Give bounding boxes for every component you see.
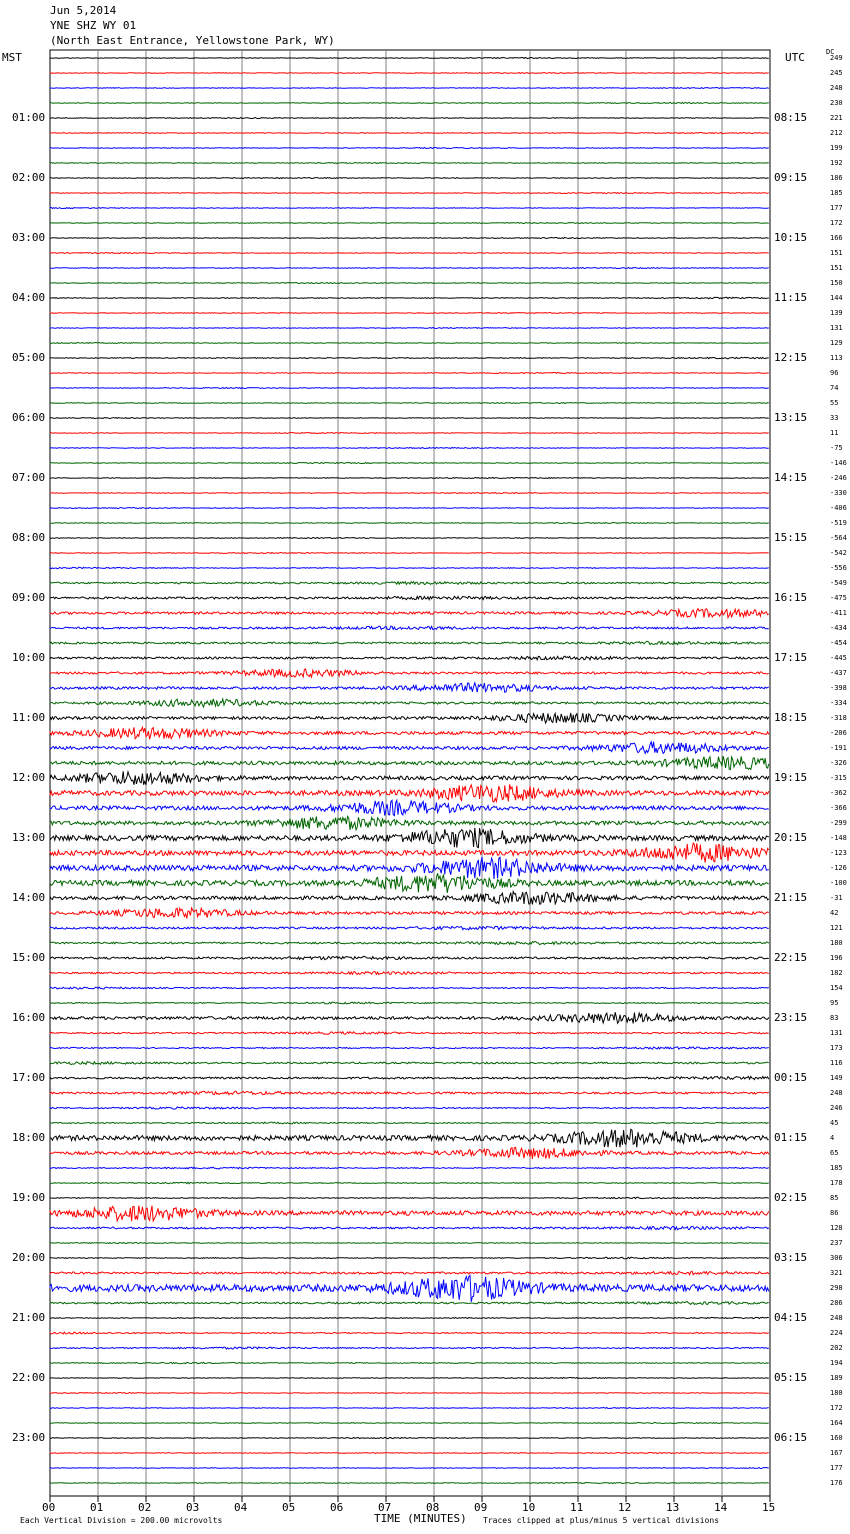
trace-row — [50, 223, 769, 224]
utc-hour-label: 21:15 — [774, 891, 808, 904]
x-tick-label: 13 — [666, 1501, 680, 1514]
trace-row — [50, 1147, 769, 1159]
dc-offset-label: 55 — [830, 399, 839, 407]
trace-row — [50, 372, 769, 373]
trace-row — [50, 1362, 769, 1363]
utc-hour-label: 09:15 — [774, 171, 808, 184]
mst-hour-label: 23:00 — [12, 1431, 46, 1444]
utc-hour-label: 11:15 — [774, 291, 808, 304]
dc-offset-label: 237 — [830, 1239, 843, 1247]
dc-offset-label: 121 — [830, 924, 843, 932]
trace-row — [50, 538, 769, 539]
dc-offset-label: 149 — [830, 1074, 843, 1082]
utc-hour-label: 15:15 — [774, 531, 808, 544]
trace-row — [50, 1062, 769, 1065]
trace-row — [50, 148, 769, 149]
mst-hour-label: 03:00 — [12, 231, 46, 244]
trace-row — [50, 418, 769, 419]
trace-row — [50, 447, 769, 448]
trace-row — [50, 1091, 769, 1094]
trace-row — [50, 1275, 769, 1301]
dc-offset-label: -454 — [830, 639, 847, 647]
trace-row — [50, 1302, 769, 1305]
dc-offset-label: -75 — [830, 444, 843, 452]
dc-offset-label: 65 — [830, 1149, 839, 1157]
trace-row — [50, 207, 769, 208]
trace-row — [50, 626, 769, 629]
trace-row — [50, 1012, 769, 1023]
dc-offset-label: -315 — [830, 774, 847, 782]
dc-offset-label: 95 — [830, 999, 839, 1007]
trace-row — [50, 1182, 769, 1184]
dc-offset-label: 248 — [830, 1314, 843, 1322]
mst-hour-label: 12:00 — [12, 771, 46, 784]
dc-offset-label: 42 — [830, 909, 839, 917]
trace-row — [50, 669, 769, 677]
dc-offset-label: 248 — [830, 1089, 843, 1097]
trace-row — [50, 1317, 769, 1319]
trace-row — [50, 73, 769, 74]
dc-offset-label: -445 — [830, 654, 847, 662]
dc-offset-label: 185 — [830, 1164, 843, 1172]
trace-row — [50, 1437, 769, 1438]
trace-row — [50, 237, 769, 238]
mst-hour-label: 07:00 — [12, 471, 46, 484]
dc-offset-label: -326 — [830, 759, 847, 767]
header-location: (North East Entrance, Yellowstone Park, WY) — [50, 34, 335, 47]
trace-row — [50, 357, 769, 359]
trace-row — [50, 956, 769, 959]
trace-row — [50, 1129, 769, 1147]
trace-row — [50, 1332, 769, 1334]
dc-offset-label: 186 — [830, 174, 843, 182]
trace-row — [50, 1347, 769, 1349]
dc-offset-label: -542 — [830, 549, 847, 557]
x-tick-label: 03 — [186, 1501, 200, 1514]
trace-row — [50, 1453, 769, 1454]
dc-offset-label: 286 — [830, 1299, 843, 1307]
dc-offset-label: 185 — [830, 189, 843, 197]
trace-row — [50, 857, 769, 879]
dc-offset-label: -100 — [830, 879, 847, 887]
dc-offset-label: -318 — [830, 714, 847, 722]
trace-row — [50, 727, 769, 739]
dc-offset-label: 74 — [830, 384, 839, 392]
trace-row — [50, 1257, 769, 1258]
trace-row — [50, 784, 769, 802]
x-tick-label: 05 — [282, 1501, 296, 1514]
dc-offset-label: 172 — [830, 219, 843, 227]
dc-offset-label: -246 — [830, 474, 847, 482]
utc-hour-label: 10:15 — [774, 231, 808, 244]
trace-row — [50, 523, 769, 524]
x-tick-label: 14 — [714, 1501, 728, 1514]
trace-row — [50, 477, 769, 478]
trace-row — [50, 1122, 769, 1124]
dc-offset-label: 321 — [830, 1269, 843, 1277]
dc-offset-label: 33 — [830, 414, 839, 422]
x-tick-label: 11 — [570, 1501, 584, 1514]
trace-group — [50, 58, 769, 1484]
trace-row — [50, 1468, 769, 1469]
mst-hour-label: 10:00 — [12, 651, 46, 664]
dc-offset-label: 194 — [830, 1359, 843, 1367]
dc-offset-label: -123 — [830, 849, 847, 857]
mst-hour-label: 20:00 — [12, 1251, 46, 1264]
utc-hour-label: 19:15 — [774, 771, 808, 784]
dc-offset-label: 180 — [830, 1389, 843, 1397]
trace-row — [50, 828, 769, 848]
x-tick-label: 15 — [762, 1501, 776, 1514]
dc-offset-label: 166 — [830, 234, 843, 242]
dc-offset-label: 189 — [830, 1374, 843, 1382]
trace-row — [50, 1206, 769, 1222]
dc-offset-label: 45 — [830, 1119, 839, 1127]
dc-offset-label: 173 — [830, 1044, 843, 1052]
trace-row — [50, 1393, 769, 1394]
dc-offset-label: -556 — [830, 564, 847, 572]
x-tick-label: 06 — [330, 1501, 344, 1514]
mst-hour-label: 11:00 — [12, 711, 46, 724]
trace-row — [50, 552, 769, 553]
dc-offset-label: 196 — [830, 954, 843, 962]
trace-row — [50, 641, 769, 644]
header-date: Jun 5,2014 — [50, 4, 117, 17]
utc-hour-label: 16:15 — [774, 591, 808, 604]
dc-offset-label: 192 — [830, 159, 843, 167]
mst-hour-label: 17:00 — [12, 1071, 46, 1084]
dc-offset-label: -299 — [830, 819, 847, 827]
dc-offset-label: -191 — [830, 744, 847, 752]
trace-row — [50, 463, 769, 464]
dc-offset-label: 86 — [830, 1209, 839, 1217]
dc-offset-label: -437 — [830, 669, 847, 677]
dc-offset-label: 212 — [830, 129, 843, 137]
trace-row — [50, 1378, 769, 1379]
dc-offset-label: 202 — [830, 1344, 843, 1352]
dc-offset-label: 180 — [830, 939, 843, 947]
trace-row — [50, 1271, 769, 1275]
trace-row — [50, 1423, 769, 1424]
utc-hour-label: 13:15 — [774, 411, 808, 424]
dc-offset-label: 160 — [830, 1434, 843, 1442]
dc-title: DC — [826, 48, 835, 56]
dc-offset-label: -362 — [830, 789, 847, 797]
dc-offset-label: -334 — [830, 699, 847, 707]
dc-offset-label: 164 — [830, 1419, 843, 1427]
trace-row — [50, 1483, 769, 1484]
dc-offset-label: 116 — [830, 1059, 843, 1067]
mst-hour-label: 16:00 — [12, 1011, 46, 1024]
mst-hour-label: 09:00 — [12, 591, 46, 604]
trace-row — [50, 1167, 769, 1169]
mst-hour-label: 18:00 — [12, 1131, 46, 1144]
mst-hour-label: 06:00 — [12, 411, 46, 424]
dc-offset-label: 199 — [830, 144, 843, 152]
trace-row — [50, 699, 769, 707]
trace-row — [50, 58, 769, 59]
dc-offset-label: 245 — [830, 69, 843, 77]
mst-hour-label: 02:00 — [12, 171, 46, 184]
dc-offset-label: 96 — [830, 369, 839, 377]
trace-row — [50, 252, 769, 253]
dc-offset-label: 248 — [830, 84, 843, 92]
dc-offset-label: 129 — [830, 339, 843, 347]
dc-offset-label: -475 — [830, 594, 847, 602]
trace-row — [50, 742, 769, 754]
trace-row — [50, 816, 769, 830]
clip-note: Traces clipped at plus/minus 5 vertical divisions — [483, 1516, 720, 1525]
x-tick-label: 04 — [234, 1501, 248, 1514]
trace-row — [50, 1047, 769, 1049]
mst-hour-label: 08:00 — [12, 531, 46, 544]
trace-row — [50, 313, 769, 314]
dc-offset-label: -411 — [830, 609, 847, 617]
dc-offset-label: 151 — [830, 249, 843, 257]
trace-row — [50, 972, 769, 975]
dc-offset-label: 221 — [830, 114, 843, 122]
trace-row — [50, 908, 769, 919]
trace-row — [50, 1197, 769, 1198]
trace-row — [50, 756, 769, 770]
utc-hour-label: 01:15 — [774, 1131, 808, 1144]
dc-offset-label: 113 — [830, 354, 843, 362]
utc-hour-label: 14:15 — [774, 471, 808, 484]
dc-offset-label: 131 — [830, 324, 843, 332]
trace-row — [50, 493, 769, 494]
trace-row — [50, 567, 769, 569]
trace-row — [50, 163, 769, 164]
trace-row — [50, 88, 769, 89]
trace-row — [50, 892, 769, 905]
dc-offset-label: -406 — [830, 504, 847, 512]
trace-row — [50, 388, 769, 389]
trace-row — [50, 1032, 769, 1035]
trace-row — [50, 582, 769, 585]
left-axis-title: MST — [2, 51, 22, 64]
utc-hour-label: 05:15 — [774, 1371, 808, 1384]
dc-offset-label: 177 — [830, 1464, 843, 1472]
mst-hour-label: 19:00 — [12, 1191, 46, 1204]
dc-offset-label: 172 — [830, 1404, 843, 1412]
trace-row — [50, 683, 769, 693]
dc-offset-label: 298 — [830, 1284, 843, 1292]
mst-hour-label: 22:00 — [12, 1371, 46, 1384]
dc-offset-label: 176 — [830, 1479, 843, 1487]
dc-offset-label: -519 — [830, 519, 847, 527]
mst-hour-label: 01:00 — [12, 111, 46, 124]
dc-offset-label: -564 — [830, 534, 847, 542]
trace-row — [50, 926, 769, 930]
mst-hour-label: 14:00 — [12, 891, 46, 904]
dc-offset-label: -31 — [830, 894, 843, 902]
x-tick-label: 08 — [426, 1501, 440, 1514]
trace-row — [50, 508, 769, 509]
plot-frame — [50, 50, 770, 1496]
mst-hour-label: 13:00 — [12, 831, 46, 844]
trace-row — [50, 942, 769, 945]
dc-offset-label: 182 — [830, 969, 843, 977]
x-axis-title: TIME (MINUTES) — [374, 1512, 467, 1525]
trace-row — [50, 1002, 769, 1004]
trace-row — [50, 1243, 769, 1244]
x-tick-label: 02 — [138, 1501, 152, 1514]
trace-row — [50, 771, 769, 785]
x-tick-label: 01 — [90, 1501, 104, 1514]
dc-offset-label: -366 — [830, 804, 847, 812]
utc-hour-label: 12:15 — [774, 351, 808, 364]
trace-row — [50, 1226, 769, 1229]
trace-row — [50, 403, 769, 404]
utc-hour-label: 00:15 — [774, 1071, 808, 1084]
trace-row — [50, 433, 769, 434]
x-tick-label: 07 — [378, 1501, 392, 1514]
dc-offset-label: 178 — [830, 1179, 843, 1187]
trace-row — [50, 297, 769, 299]
mst-hour-label: 05:00 — [12, 351, 46, 364]
trace-row — [50, 328, 769, 329]
trace-row — [50, 1408, 769, 1409]
utc-hour-label: 17:15 — [774, 651, 808, 664]
trace-row — [50, 800, 769, 815]
trace-row — [50, 133, 769, 134]
trace-row — [50, 178, 769, 179]
trace-row — [50, 102, 769, 103]
trace-row — [50, 118, 769, 119]
dc-offset-label: 306 — [830, 1254, 843, 1262]
trace-row — [50, 343, 769, 344]
utc-hour-label: 23:15 — [774, 1011, 808, 1024]
header-station: YNE SHZ WY 01 — [50, 19, 137, 32]
trace-row — [50, 713, 769, 723]
dc-offset-label: 4 — [830, 1134, 835, 1142]
dc-offset-label: 177 — [830, 204, 843, 212]
dc-offset-label: 249 — [830, 54, 843, 62]
trace-row — [50, 609, 769, 618]
dc-offset-label: 151 — [830, 264, 843, 272]
dc-offset-label: -434 — [830, 624, 847, 632]
dc-offset-label: 139 — [830, 309, 843, 317]
utc-hour-label: 04:15 — [774, 1311, 808, 1324]
mst-hour-label: 04:00 — [12, 291, 46, 304]
dc-offset-label: 131 — [830, 1029, 843, 1037]
dc-offset-label: 83 — [830, 1014, 839, 1022]
dc-offset-label: 154 — [830, 984, 843, 992]
x-tick-label: 00 — [42, 1501, 56, 1514]
trace-row — [50, 1107, 769, 1109]
dc-offset-label: 128 — [830, 1224, 843, 1232]
dc-offset-label: -126 — [830, 864, 847, 872]
dc-offset-label: -206 — [830, 729, 847, 737]
dc-offset-label: 85 — [830, 1194, 839, 1202]
x-tick-label: 12 — [618, 1501, 632, 1514]
dc-offset-label: -549 — [830, 579, 847, 587]
scale-note: Each Vertical Division = 200.00 microvolts — [20, 1516, 223, 1525]
dc-offset-label: -330 — [830, 489, 847, 497]
dc-offset-label: -148 — [830, 834, 847, 842]
x-tick-label: 10 — [522, 1501, 536, 1514]
dc-offset-label: 246 — [830, 1104, 843, 1112]
utc-hour-label: 18:15 — [774, 711, 808, 724]
trace-row — [50, 873, 769, 893]
utc-hour-label: 03:15 — [774, 1251, 808, 1264]
utc-hour-label: 06:15 — [774, 1431, 808, 1444]
trace-row — [50, 268, 769, 269]
dc-offset-label: -398 — [830, 684, 847, 692]
trace-row — [50, 843, 769, 862]
dc-offset-label: 150 — [830, 279, 843, 287]
utc-hour-label: 08:15 — [774, 111, 808, 124]
trace-row — [50, 987, 769, 989]
mst-hour-label: 15:00 — [12, 951, 46, 964]
trace-row — [50, 656, 769, 660]
x-tick-label: 09 — [474, 1501, 488, 1514]
dc-offset-label: 167 — [830, 1449, 843, 1457]
dc-offset-label: 11 — [830, 429, 839, 437]
utc-hour-label: 02:15 — [774, 1191, 808, 1204]
dc-offset-label: 224 — [830, 1329, 843, 1337]
right-axis-title: UTC — [785, 51, 805, 64]
utc-hour-label: 22:15 — [774, 951, 808, 964]
utc-hour-label: 20:15 — [774, 831, 808, 844]
trace-row — [50, 596, 769, 599]
dc-offset-label: -146 — [830, 459, 847, 467]
mst-hour-label: 21:00 — [12, 1311, 46, 1324]
dc-offset-label: 230 — [830, 99, 843, 107]
trace-row — [50, 283, 769, 284]
trace-row — [50, 193, 769, 194]
dc-offset-label: 144 — [830, 294, 843, 302]
trace-row — [50, 1076, 769, 1079]
